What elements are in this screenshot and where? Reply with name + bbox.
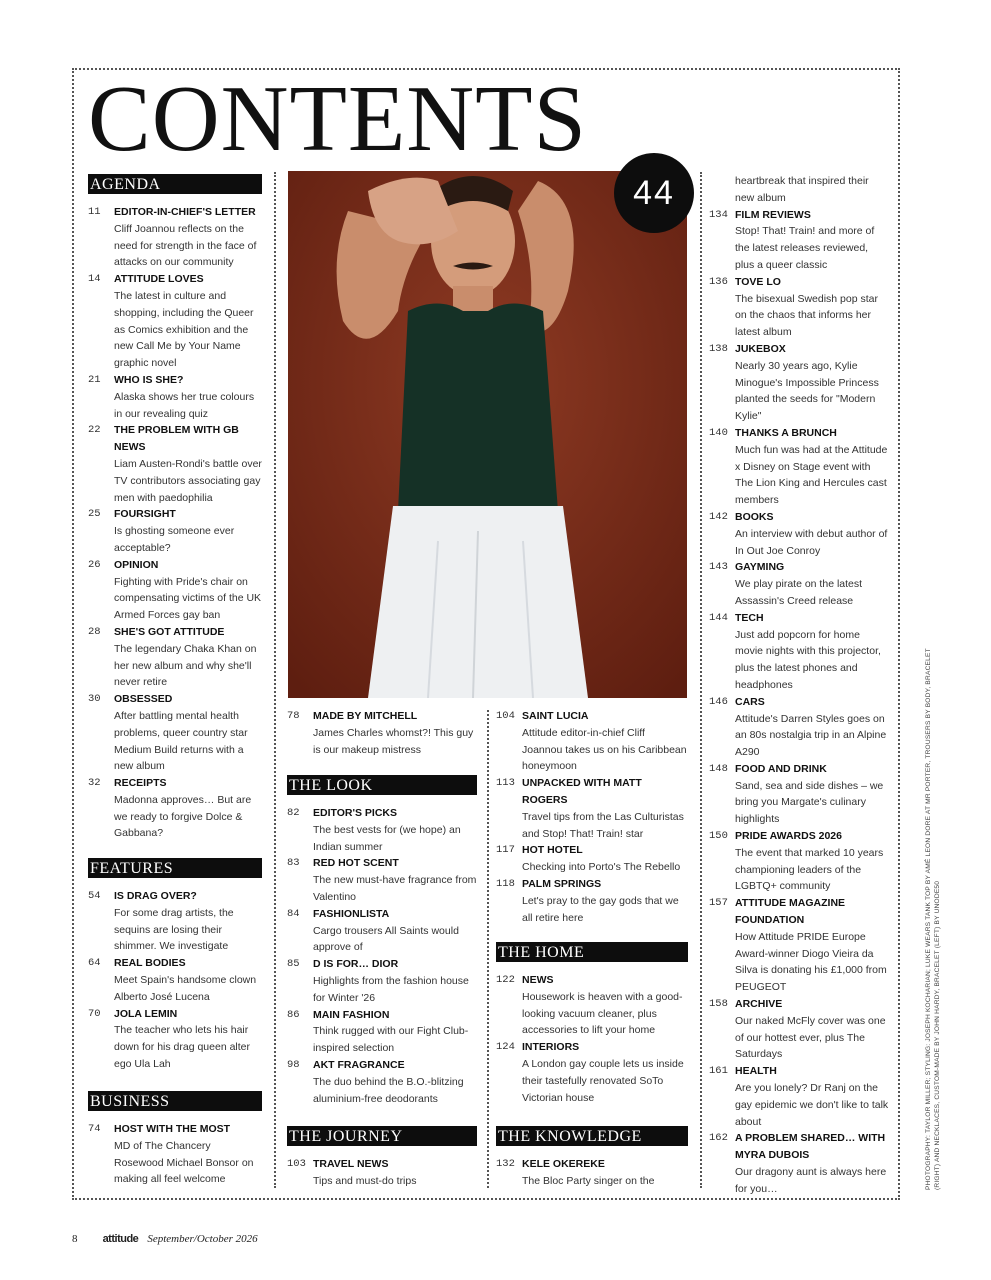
entry-page-number: 83 (287, 857, 300, 870)
entry-heading: HEALTH (735, 1065, 777, 1078)
entry-page-number: 21 (88, 373, 101, 386)
entry-heading: HOT HOTEL (522, 844, 583, 857)
toc-entry (88, 624, 262, 691)
entry-description: The Bloc Party singer on the (522, 1174, 655, 1187)
entry-heading: MAIN FASHION (313, 1008, 390, 1021)
entry-page-number: 143 (709, 561, 728, 574)
entry-heading: JUKEBOX (735, 342, 786, 355)
issue-date: September/October 2026 (147, 1233, 258, 1245)
toc-entry (709, 694, 889, 761)
entry-page-number: 104 (496, 710, 515, 722)
entry-description: Just add popcorn for home movie nights with this projector, plus the latest phones and headphones (735, 628, 881, 691)
entry-heading: EDITOR-IN-CHIEF'S LETTER (114, 206, 256, 218)
entry-page-number: 122 (496, 974, 515, 986)
toc-entry (709, 274, 889, 341)
toc-entry (287, 956, 477, 1006)
col3-top-list (496, 708, 688, 926)
toc-entry (88, 1121, 262, 1188)
entry-heading: A PROBLEM SHARED… WITH MYRA DUBOIS (735, 1132, 886, 1162)
toc-entry (287, 855, 477, 905)
section-heading-agenda: AGENDA (88, 174, 262, 194)
entry-page-number: 140 (709, 426, 728, 439)
entry-heading: D IS FOR… DIOR (313, 958, 399, 971)
entry-description: Fighting with Pride's chair on compensating victims of the UK Armed Forces gay ban (114, 575, 262, 622)
entry-heading: WHO IS SHE? (114, 373, 184, 386)
entry-page-number: 144 (709, 611, 728, 624)
entry-page-number: 134 (709, 208, 728, 221)
entry-page-number: 142 (709, 510, 728, 523)
entry-page-number: 103 (287, 1158, 306, 1170)
the-journey-list (287, 1156, 477, 1190)
section-heading-business: BUSINESS (88, 1091, 262, 1111)
entry-page-number: 25 (88, 508, 101, 521)
entry-description: heartbreak that inspired their new album (735, 175, 869, 204)
entry-description: For some drag artists, the sequins are losing their shimmer. We investigate (114, 906, 234, 953)
entry-page-number: 157 (709, 897, 728, 910)
entry-heading: ARCHIVE (735, 998, 783, 1011)
toc-entry (287, 1156, 477, 1190)
entry-page-number: 54 (88, 890, 101, 902)
entry-description: Is ghosting someone ever acceptable? (114, 525, 235, 554)
toc-entry (88, 204, 262, 271)
section-heading-the-home: THE HOME (496, 942, 688, 962)
entry-page-number: 158 (709, 998, 728, 1011)
entry-heading: FOURSIGHT (114, 508, 176, 521)
entry-description: Checking into Porto's The Rebello (522, 861, 681, 874)
toc-entry (496, 1039, 688, 1106)
entry-description: The best vests for (we hope) an Indian summer (313, 823, 461, 853)
entry-description: The latest in culture and shopping, including the Queer as Comics exhibition and the new Call Me by Your Name graphic novel (114, 289, 254, 370)
entry-heading: THANKS A BRUNCH (735, 426, 837, 439)
entry-heading: FASHIONLISTA (313, 907, 390, 920)
page-footer (72, 1233, 258, 1245)
entry-description: Tips and must-do trips (313, 1174, 417, 1187)
toc-entry (287, 805, 477, 855)
entry-description: Highlights from the fashion house for Winter '26 (313, 974, 469, 1004)
entry-heading: ATTITUDE MAGAZINE FOUNDATION (735, 897, 846, 927)
section-heading-the-look: THE LOOK (287, 775, 477, 795)
entry-description: Alaska shows her true colours in our revealing quiz (114, 390, 255, 420)
column-2-the-look (287, 775, 477, 1107)
entry-heading: PRIDE AWARDS 2026 (735, 830, 842, 843)
entry-page-number: 70 (88, 1007, 101, 1020)
entry-heading: BOOKS (735, 510, 774, 523)
toc-entry (709, 996, 889, 1063)
entry-page-number: 150 (709, 830, 728, 843)
toc-entry (709, 1130, 889, 1197)
entry-description: The new must-have fragrance from Valentino (313, 874, 477, 903)
entry-heading: JOLA LEMIN (114, 1007, 178, 1020)
page-title: CONTENTS (88, 67, 587, 171)
entry-heading: RED HOT SCENT (313, 857, 399, 870)
entry-page-number: 32 (88, 777, 101, 790)
entry-description: After battling mental health problems, queer country star Medium Build returns with a new album (114, 709, 248, 773)
entry-heading: THE PROBLEM WITH GB NEWS (114, 424, 239, 454)
entry-description: Housework is heaven with a good-looking vacuum cleaner, plus accessories to lift your home (522, 990, 683, 1037)
entry-heading: TECH (735, 611, 764, 624)
entry-description: Nearly 30 years ago, Kylie Minogue's Impossible Princess planted the seeds for "Modern Kylie" (735, 359, 879, 423)
entry-description: How Attitude PRIDE Europe Award-winner Diogo Vieira da Silva is donating his £1,000 from PEUGEOT (735, 930, 887, 994)
column-2-the-journey (287, 1126, 477, 1190)
toc-entry (287, 1057, 477, 1107)
entry-heading: OBSESSED (114, 693, 173, 706)
toc-entry (88, 422, 262, 506)
entry-heading: TOVE LO (735, 275, 781, 288)
toc-entry (709, 761, 889, 828)
entry-page-number: 146 (709, 695, 728, 708)
col4-list (709, 207, 889, 1198)
entry-page-number: 161 (709, 1065, 728, 1078)
toc-entry (709, 509, 889, 559)
entry-description: Madonna approves… But are we ready to forgive Dolce & Gabbana? (114, 793, 252, 840)
entry-page-number: 64 (88, 957, 101, 970)
page-number: 8 (72, 1233, 78, 1245)
entry-description: MD of The Chancery Rosewood Michael Bonsor on making all feel welcome (114, 1139, 254, 1186)
cover-photo (288, 171, 687, 698)
toc-entry (287, 906, 477, 956)
entry-heading: FOOD AND DRINK (735, 762, 827, 775)
toc-entry (709, 828, 889, 895)
toc-entry (287, 1007, 477, 1057)
entry-page-number: 136 (709, 275, 728, 288)
cover-photo-illustration (288, 171, 687, 698)
entry-heading: CARS (735, 695, 765, 708)
entry-heading: ATTITUDE LOVES (114, 273, 204, 286)
entry-page-number: 82 (287, 807, 300, 819)
entry-description: Our dragony aunt is always here for you… (735, 1166, 887, 1195)
toc-entry (496, 972, 688, 1039)
entry-description: Sand, sea and side dishes – we bring you Margate's culinary highlights (735, 779, 884, 826)
entry-description: The legendary Chaka Khan on her new album and why she'll never retire (114, 642, 257, 689)
entry-page-number: 162 (709, 1132, 728, 1145)
entry-description: Let's pray to the gay gods that we all retire here (522, 894, 679, 924)
entry-page-number: 148 (709, 762, 728, 775)
entry-page-number: 78 (287, 710, 300, 722)
column-1-business (88, 1091, 262, 1188)
entry-page-number: 84 (287, 907, 300, 920)
entry-heading: OPINION (114, 558, 159, 571)
entry-heading: KELE OKEREKE (522, 1158, 605, 1170)
entry-description: Cargo trousers All Saints would approve of (313, 924, 459, 954)
toc-entry (88, 271, 262, 372)
column-1 (88, 174, 262, 842)
entry-page-number: 138 (709, 342, 728, 355)
entry-description: An interview with debut author of In Out Joe Conroy (735, 527, 888, 557)
entry-page-number: 28 (88, 625, 101, 638)
entry-heading: FILM REVIEWS (735, 208, 811, 221)
entry-page-number: 118 (496, 877, 515, 890)
entry-page-number: 86 (287, 1008, 300, 1021)
entry-description: Our naked McFly cover was one of our hottest ever, plus The Saturdays (735, 1014, 886, 1061)
toc-entry (709, 1063, 889, 1130)
column-4 (709, 173, 889, 1198)
column-divider (274, 172, 276, 1188)
column-3 (496, 708, 688, 926)
toc-entry (88, 691, 262, 775)
toc-entry (496, 708, 688, 775)
entry-page-number: 74 (88, 1123, 101, 1135)
entry-description: Cliff Joannou reflects on the need for strength in the face of attacks on our community (114, 222, 257, 269)
entry-description: Travel tips from the Las Culturistas and Stop! That! Train! star (522, 810, 684, 840)
column-3-the-home (496, 942, 688, 1106)
entry-heading: RECEIPTS (114, 777, 167, 790)
entry-description: Attitude's Darren Styles goes on an 80s nostalgia trip in an Alpine A290 (735, 712, 887, 759)
entry-heading: IS DRAG OVER? (114, 890, 197, 902)
section-heading-the-journey: THE JOURNEY (287, 1126, 477, 1146)
the-home-list (496, 972, 688, 1106)
entry-heading: PALM SPRINGS (522, 877, 602, 890)
toc-entry (88, 955, 262, 1005)
toc-entry (709, 425, 889, 509)
entry-description: Liam Austen-Rondi's battle over TV contributors associating gay men with paedophilia (114, 457, 262, 504)
entry-description: The event that marked 10 years championing leaders of the LGBTQ+ community (735, 846, 884, 893)
entry-heading: AKT FRAGRANCE (313, 1058, 405, 1071)
agenda-list (88, 204, 262, 842)
toc-entry (88, 1006, 262, 1073)
entry-description: A London gay couple lets us inside their tastefully renovated SoTo Victorian house (522, 1057, 684, 1104)
the-knowledge-list (496, 1156, 688, 1190)
toc-entry (496, 775, 688, 842)
features-list (88, 888, 262, 1073)
entry-page-number: 124 (496, 1041, 515, 1054)
entry-description: Attitude editor-in-chief Cliff Joannou takes us on his Caribbean honeymoon (522, 726, 687, 773)
entry-page-number: 85 (287, 958, 300, 971)
entry-heading: EDITOR'S PICKS (313, 807, 397, 819)
toc-entry (496, 842, 688, 876)
column-1-features (88, 858, 262, 1073)
photo-credits: PHOTOGRAPHY: TAYLOR MILLER; STYLING: JOSEPH KOCHARIAN; LUKE WEARS TANK TOP BY AMÉ LEON DORE AT MR PORTER, TROUSERS BY BODY, BRACELET (RIGHT) AND NECKLACES, CUSTOM-MADE BY JOHN HARDY, BRACELET (LEFT) BY UNODE50 (925, 648, 941, 1190)
brand-logo: attitude (102, 1233, 139, 1245)
entry-description: We play pirate on the latest Assassin's Creed release (735, 578, 863, 607)
toc-entry (709, 207, 889, 274)
entry-heading: INTERIORS (522, 1041, 580, 1054)
section-heading-features: FEATURES (88, 858, 262, 878)
toc-entry (709, 559, 889, 609)
entry-page-number: 14 (88, 273, 101, 286)
business-list (88, 1121, 262, 1188)
entry-heading: GAYMING (735, 561, 785, 574)
toc-entry (709, 341, 889, 425)
section-heading-the-knowledge: THE KNOWLEDGE (496, 1126, 688, 1146)
entry-heading: REAL BODIES (114, 957, 186, 970)
entry-heading: SAINT LUCIA (522, 710, 589, 722)
continued-entry (709, 173, 889, 207)
entry-heading: NEWS (522, 974, 554, 986)
entry-heading: TRAVEL NEWS (313, 1158, 389, 1170)
toc-entry (496, 1156, 688, 1190)
column-2 (287, 708, 477, 758)
cover-page-badge: 44 (614, 153, 694, 233)
entry-description: James Charles whomst?! This guy is our makeup mistress (313, 726, 474, 756)
entry-page-number: 26 (88, 558, 101, 571)
entry-page-number: 11 (88, 206, 101, 218)
column-divider (487, 710, 489, 1188)
entry-heading: HOST WITH THE MOST (114, 1123, 231, 1135)
toc-entry (88, 372, 262, 422)
entry-page-number: 117 (496, 844, 515, 857)
entry-description: The bisexual Swedish pop star on the chaos that informs her latest album (735, 292, 878, 339)
entry-description: Are you lonely? Dr Ranj on the gay epidemic we don't like to talk about (735, 1082, 889, 1128)
entry-page-number: 22 (88, 424, 101, 437)
col2-top-list (287, 708, 477, 758)
entry-description: The duo behind the B.O.-blitzing aluminium-free deodorants (313, 1075, 464, 1105)
entry-description: Think rugged with our Fight Club-inspired selection (313, 1025, 469, 1055)
entry-page-number: 30 (88, 693, 101, 706)
toc-entry (88, 506, 262, 556)
column-3-the-knowledge (496, 1126, 688, 1190)
entry-page-number: 113 (496, 777, 515, 790)
entry-heading: UNPACKED WITH MATT ROGERS (522, 777, 642, 806)
toc-entry (287, 708, 477, 758)
toc-entry (88, 557, 262, 624)
entry-description: Meet Spain's handsome clown Alberto José Lucena (114, 973, 257, 1003)
entry-page-number: 132 (496, 1158, 515, 1170)
column-divider (700, 172, 702, 1188)
toc-entry (709, 610, 889, 694)
toc-entry (709, 895, 889, 996)
toc-entry (88, 775, 262, 842)
toc-entry (88, 888, 262, 955)
entry-heading: SHE'S GOT ATTITUDE (114, 625, 225, 638)
entry-page-number: 98 (287, 1058, 300, 1071)
entry-description: Much fun was had at the Attitude x Disney on Stage event with The Lion King and Hercules cast members (735, 443, 888, 507)
toc-entry (496, 876, 688, 926)
entry-heading: MADE BY MITCHELL (313, 710, 418, 722)
the-look-list (287, 805, 477, 1107)
entry-description: Stop! That! Train! and more of the latest releases reviewed, plus a queer classic (735, 225, 875, 271)
entry-description: The teacher who lets his hair down for his drag queen alter ego Ula Lah (114, 1024, 251, 1070)
